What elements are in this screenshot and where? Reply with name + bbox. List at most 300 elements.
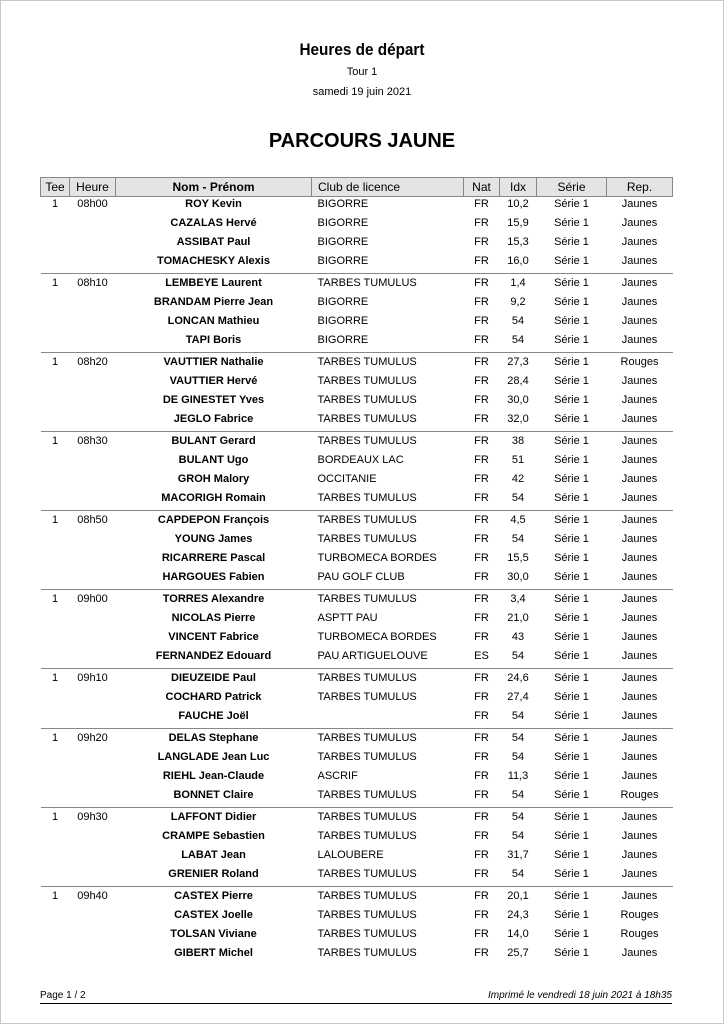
cell-serie: Série 1 bbox=[554, 868, 589, 880]
cell-tee: 1 bbox=[41, 511, 70, 533]
cell-rep: Jaunes bbox=[621, 631, 658, 643]
cell-serie: Série 1 bbox=[554, 217, 589, 229]
table-row bbox=[41, 314, 673, 333]
cell-nom: GIBERT Michel bbox=[174, 947, 253, 959]
cell-serie: Série 1 bbox=[537, 669, 607, 691]
cell-rep: Jaunes bbox=[621, 413, 658, 425]
cell-idx: 1,4 bbox=[500, 274, 537, 296]
cell-serie: Série 1 bbox=[537, 729, 607, 751]
cell-rep: Jaunes bbox=[621, 533, 658, 545]
table-row bbox=[41, 353, 673, 375]
round-label: Tour 1 bbox=[346, 66, 378, 78]
cell-rep: Jaunes bbox=[621, 454, 658, 466]
table-row bbox=[41, 669, 673, 691]
cell-nat: FR bbox=[464, 669, 500, 691]
cell-nat: FR bbox=[474, 236, 489, 248]
cell-nom: DIEUZEIDE Paul bbox=[116, 669, 312, 691]
cell-serie: Série 1 bbox=[537, 511, 607, 533]
cell-tee bbox=[41, 630, 70, 649]
col-nat: Nat bbox=[464, 178, 500, 197]
cell-heure bbox=[70, 254, 116, 274]
table-row bbox=[41, 235, 673, 254]
cell-nat: FR bbox=[474, 533, 489, 545]
cell-heure bbox=[70, 570, 116, 590]
cell-club: TARBES TUMULUS bbox=[317, 830, 417, 842]
cell-serie: Série 1 bbox=[537, 887, 607, 909]
cell-tee bbox=[41, 927, 70, 946]
cell-nat: FR bbox=[474, 947, 489, 959]
cell-nom: VAUTTIER Nathalie bbox=[116, 353, 312, 375]
cell-idx: 42 bbox=[511, 473, 525, 485]
cell-tee bbox=[41, 551, 70, 570]
cell-idx: 54 bbox=[511, 789, 525, 801]
cell-nat: FR bbox=[474, 217, 489, 229]
cell-nat: FR bbox=[474, 770, 489, 782]
cell-serie: Série 1 bbox=[554, 612, 589, 624]
cell-nat: FR bbox=[474, 691, 489, 703]
cell-idx: 54 bbox=[511, 650, 525, 662]
cell-serie: Série 1 bbox=[554, 394, 589, 406]
cell-nom: VAUTTIER Hervé bbox=[169, 375, 258, 387]
cell-nom: BULANT Gerard bbox=[116, 432, 312, 454]
cell-idx: 54 bbox=[511, 751, 525, 763]
cell-rep: Jaunes bbox=[607, 669, 673, 691]
table-body bbox=[41, 197, 673, 966]
cell-nom: DE GINESTET Yves bbox=[162, 394, 265, 406]
col-club: Club de licence bbox=[312, 178, 464, 197]
cell-tee bbox=[41, 611, 70, 630]
cell-nom: CRAMPE Sebastien bbox=[162, 830, 265, 842]
cell-heure bbox=[70, 867, 116, 887]
cell-idx: 24,3 bbox=[507, 909, 529, 921]
table-row bbox=[41, 197, 673, 217]
cell-club: TARBES TUMULUS bbox=[317, 789, 417, 801]
cell-nom: COCHARD Patrick bbox=[165, 691, 262, 703]
cell-club: TARBES TUMULUS bbox=[317, 868, 417, 880]
cell-idx: 51 bbox=[511, 454, 525, 466]
cell-rep: Jaunes bbox=[607, 887, 673, 909]
cell-nat: FR bbox=[474, 255, 489, 267]
table-row bbox=[41, 829, 673, 848]
table-row bbox=[41, 590, 673, 612]
cell-idx: 32,0 bbox=[507, 413, 529, 425]
table-row bbox=[41, 570, 673, 590]
cell-idx: 27,3 bbox=[500, 353, 537, 375]
cell-idx: 4,5 bbox=[500, 511, 537, 533]
cell-nom: GRENIER Roland bbox=[168, 868, 259, 880]
cell-nat: FR bbox=[474, 710, 489, 722]
col-serie: Série bbox=[537, 178, 607, 197]
cell-rep: Jaunes bbox=[621, 492, 658, 504]
table-row bbox=[41, 453, 673, 472]
cell-idx: 30,0 bbox=[507, 394, 529, 406]
cell-serie: Série 1 bbox=[554, 533, 589, 545]
cell-tee bbox=[41, 393, 70, 412]
cell-nat: FR bbox=[474, 375, 489, 387]
cell-idx: 54 bbox=[511, 492, 525, 504]
cell-nom: CASTEX Joelle bbox=[174, 909, 253, 921]
cell-nat: FR bbox=[474, 789, 489, 801]
cell-club: TARBES TUMULUS bbox=[317, 533, 417, 545]
cell-tee bbox=[41, 472, 70, 491]
cell-club: TARBES TUMULUS bbox=[312, 729, 464, 751]
cell-idx: 27,4 bbox=[507, 691, 529, 703]
cell-heure: 09h00 bbox=[70, 590, 116, 612]
cell-heure bbox=[70, 750, 116, 769]
cell-nom: ASSIBAT Paul bbox=[176, 236, 251, 248]
cell-nom: NICOLAS Pierre bbox=[171, 612, 256, 624]
cell-serie: Série 1 bbox=[554, 255, 589, 267]
cell-nom: TOLSAN Viviane bbox=[170, 928, 257, 940]
cell-tee bbox=[41, 374, 70, 393]
cell-idx: 9,2 bbox=[510, 296, 526, 308]
cell-club: LALOUBERE bbox=[317, 849, 384, 861]
cell-club: TARBES TUMULUS bbox=[312, 511, 464, 533]
cell-tee: 1 bbox=[41, 729, 70, 751]
cell-club: TARBES TUMULUS bbox=[312, 274, 464, 296]
cell-club: PAU GOLF CLUB bbox=[317, 571, 405, 583]
table-row bbox=[41, 649, 673, 669]
cell-idx: 11,3 bbox=[507, 770, 529, 782]
cell-rep: Rouges bbox=[620, 909, 659, 921]
cell-tee bbox=[41, 769, 70, 788]
cell-serie: Série 1 bbox=[554, 928, 589, 940]
cell-nat: ES bbox=[474, 650, 489, 662]
cell-nat: FR bbox=[474, 454, 489, 466]
col-idx: Idx bbox=[500, 178, 537, 197]
cell-rep: Jaunes bbox=[621, 236, 658, 248]
cell-club: BIGORRE bbox=[317, 236, 369, 248]
table-row bbox=[41, 254, 673, 274]
cell-serie: Série 1 bbox=[537, 274, 607, 296]
cell-rep: Jaunes bbox=[621, 612, 658, 624]
cell-rep: Jaunes bbox=[621, 315, 658, 327]
cell-club: TARBES TUMULUS bbox=[317, 909, 417, 921]
cell-club: TARBES TUMULUS bbox=[317, 751, 417, 763]
cell-heure bbox=[70, 630, 116, 649]
cell-nat: FR bbox=[464, 432, 500, 454]
cell-tee bbox=[41, 314, 70, 333]
cell-club: BORDEAUX LAC bbox=[317, 454, 404, 466]
cell-nom: FERNANDEZ Edouard bbox=[155, 650, 272, 662]
table-row bbox=[41, 432, 673, 454]
cell-heure bbox=[70, 709, 116, 729]
cell-rep: Jaunes bbox=[621, 255, 658, 267]
cell-serie: Série 1 bbox=[554, 849, 589, 861]
cell-idx: 54 bbox=[511, 334, 525, 346]
cell-club: BIGORRE bbox=[317, 296, 369, 308]
table-row bbox=[41, 887, 673, 909]
cell-nat: FR bbox=[474, 751, 489, 763]
table-row bbox=[41, 927, 673, 946]
cell-idx: 15,3 bbox=[507, 236, 529, 248]
cell-heure bbox=[70, 333, 116, 353]
cell-idx: 21,0 bbox=[507, 612, 529, 624]
table-row bbox=[41, 808, 673, 830]
cell-nat: FR bbox=[464, 590, 500, 612]
cell-rep: Jaunes bbox=[621, 473, 658, 485]
cell-rep: Jaunes bbox=[621, 571, 658, 583]
cell-nat: FR bbox=[474, 631, 489, 643]
cell-nat: FR bbox=[474, 830, 489, 842]
cell-heure bbox=[70, 649, 116, 669]
cell-nom: TORRES Alexandre bbox=[116, 590, 312, 612]
cell-nom: LAFFONT Didier bbox=[116, 808, 312, 830]
cell-heure bbox=[70, 848, 116, 867]
cell-idx: 10,2 bbox=[507, 198, 529, 210]
cell-heure bbox=[70, 216, 116, 235]
table-row bbox=[41, 274, 673, 296]
cell-club: ASPTT PAU bbox=[317, 612, 378, 624]
cell-rep: Jaunes bbox=[621, 296, 658, 308]
cell-nom: FAUCHE Joël bbox=[178, 710, 249, 722]
cell-nom: BULANT Ugo bbox=[178, 454, 249, 466]
cell-club: BIGORRE bbox=[317, 198, 369, 210]
cell-heure bbox=[70, 491, 116, 511]
cell-rep: Jaunes bbox=[607, 808, 673, 830]
cell-club: BIGORRE bbox=[317, 255, 369, 267]
cell-heure: 08h30 bbox=[70, 432, 116, 454]
cell-club: TARBES TUMULUS bbox=[317, 947, 417, 959]
cell-club: BIGORRE bbox=[317, 315, 369, 327]
cell-rep: Jaunes bbox=[621, 868, 658, 880]
col-tee: Tee bbox=[41, 178, 70, 197]
col-heure: Heure bbox=[70, 178, 116, 197]
cell-nom: MACORIGH Romain bbox=[161, 492, 266, 504]
cell-heure bbox=[70, 946, 116, 965]
cell-idx: 31,7 bbox=[507, 849, 529, 861]
cell-club: ASCRIF bbox=[317, 770, 358, 782]
cell-idx: 54 bbox=[511, 868, 525, 880]
cell-idx: 54 bbox=[511, 533, 525, 545]
cell-tee: 1 bbox=[41, 590, 70, 612]
cell-nom: CAZALAS Hervé bbox=[170, 217, 257, 229]
cell-club: TARBES TUMULUS bbox=[312, 353, 464, 375]
cell-nat: FR bbox=[474, 868, 489, 880]
cell-heure bbox=[70, 927, 116, 946]
cell-heure bbox=[70, 611, 116, 630]
cell-nom: YOUNG James bbox=[174, 533, 253, 545]
cell-nom: TAPI Boris bbox=[185, 334, 242, 346]
cell-nat: FR bbox=[464, 729, 500, 751]
cell-heure bbox=[70, 908, 116, 927]
cell-nom: CASTEX Pierre bbox=[116, 887, 312, 909]
cell-club: TARBES TUMULUS bbox=[317, 375, 417, 387]
cell-club: TARBES TUMULUS bbox=[317, 928, 417, 940]
cell-nat: FR bbox=[474, 394, 489, 406]
cell-idx: 25,7 bbox=[507, 947, 529, 959]
cell-nom: GROH Malory bbox=[177, 473, 250, 485]
page-number: Page 1 / 2 bbox=[40, 990, 86, 1001]
cell-club bbox=[312, 709, 464, 729]
cell-idx: 30,0 bbox=[507, 571, 529, 583]
cell-heure: 09h30 bbox=[70, 808, 116, 830]
cell-nat: FR bbox=[474, 198, 489, 210]
cell-nom: RICARRERE Pascal bbox=[161, 552, 266, 564]
cell-tee bbox=[41, 788, 70, 808]
table-row bbox=[41, 374, 673, 393]
cell-idx: 54 bbox=[511, 710, 525, 722]
cell-rep: Jaunes bbox=[607, 590, 673, 612]
cell-nat: FR bbox=[474, 413, 489, 425]
cell-serie: Série 1 bbox=[554, 571, 589, 583]
cell-tee bbox=[41, 690, 70, 709]
cell-rep: Jaunes bbox=[621, 552, 658, 564]
cell-heure bbox=[70, 472, 116, 491]
table-row bbox=[41, 532, 673, 551]
cell-serie: Série 1 bbox=[554, 315, 589, 327]
cell-tee: 1 bbox=[41, 808, 70, 830]
cell-serie: Série 1 bbox=[554, 473, 589, 485]
cell-heure: 08h10 bbox=[70, 274, 116, 296]
cell-rep: Jaunes bbox=[607, 729, 673, 751]
cell-heure bbox=[70, 235, 116, 254]
cell-nat: FR bbox=[464, 274, 500, 296]
cell-serie: Série 1 bbox=[554, 552, 589, 564]
cell-tee bbox=[41, 946, 70, 965]
cell-serie: Série 1 bbox=[554, 710, 589, 722]
table-row bbox=[41, 769, 673, 788]
cell-heure bbox=[70, 453, 116, 472]
table-header bbox=[41, 178, 673, 197]
cell-idx: 16,0 bbox=[507, 255, 529, 267]
cell-idx: 3,4 bbox=[500, 590, 537, 612]
cell-serie: Série 1 bbox=[554, 789, 589, 801]
cell-tee bbox=[41, 235, 70, 254]
cell-tee bbox=[41, 491, 70, 511]
cell-nom: BONNET Claire bbox=[173, 789, 254, 801]
cell-serie: Série 1 bbox=[554, 454, 589, 466]
cell-idx: 54 bbox=[500, 808, 537, 830]
cell-rep: Jaunes bbox=[621, 751, 658, 763]
cell-nom: LANGLADE Jean Luc bbox=[157, 751, 270, 763]
cell-nat: FR bbox=[474, 849, 489, 861]
cell-heure: 09h10 bbox=[70, 669, 116, 691]
cell-tee bbox=[41, 295, 70, 314]
cell-club: TARBES TUMULUS bbox=[317, 691, 417, 703]
cell-tee bbox=[41, 848, 70, 867]
cell-nat: FR bbox=[474, 296, 489, 308]
col-nom: Nom - Prénom bbox=[116, 178, 312, 197]
cell-nat: FR bbox=[474, 928, 489, 940]
cell-serie: Série 1 bbox=[554, 375, 589, 387]
cell-heure bbox=[70, 314, 116, 333]
cell-club: TARBES TUMULUS bbox=[312, 590, 464, 612]
cell-idx: 54 bbox=[511, 315, 525, 327]
cell-idx: 15,5 bbox=[507, 552, 529, 564]
cell-club: TURBOMECA BORDES bbox=[317, 631, 437, 643]
cell-rep: Jaunes bbox=[621, 947, 658, 959]
col-rep: Rep. bbox=[607, 178, 673, 197]
table-row bbox=[41, 412, 673, 432]
tee-times-table bbox=[40, 177, 673, 965]
cell-serie: Série 1 bbox=[554, 236, 589, 248]
cell-tee bbox=[41, 254, 70, 274]
cell-serie: Série 1 bbox=[554, 770, 589, 782]
table-row bbox=[41, 709, 673, 729]
cell-tee bbox=[41, 412, 70, 432]
table-row bbox=[41, 393, 673, 412]
table-row bbox=[41, 611, 673, 630]
cell-nom: TOMACHESKY Alexis bbox=[157, 255, 270, 267]
footer-divider bbox=[40, 1003, 672, 1004]
cell-tee bbox=[41, 867, 70, 887]
cell-serie: Série 1 bbox=[537, 808, 607, 830]
date-label: samedi 19 juin 2021 bbox=[312, 86, 412, 98]
cell-idx: 28,4 bbox=[507, 375, 529, 387]
cell-rep: Rouges bbox=[620, 928, 659, 940]
cell-nom: VINCENT Fabrice bbox=[168, 631, 259, 643]
table-row bbox=[41, 729, 673, 751]
cell-serie: Série 1 bbox=[554, 631, 589, 643]
cell-tee bbox=[41, 532, 70, 551]
cell-club: TARBES TUMULUS bbox=[312, 432, 464, 454]
cell-tee: 1 bbox=[41, 353, 70, 375]
cell-nom: CAPDEPON François bbox=[116, 511, 312, 533]
cell-tee: 1 bbox=[41, 274, 70, 296]
cell-club: TARBES TUMULUS bbox=[312, 808, 464, 830]
cell-tee bbox=[41, 570, 70, 590]
cell-rep: Jaunes bbox=[621, 650, 658, 662]
cell-serie: Série 1 bbox=[554, 198, 589, 210]
cell-serie: Série 1 bbox=[554, 830, 589, 842]
cell-heure bbox=[70, 393, 116, 412]
table-row bbox=[41, 946, 673, 965]
print-date: Imprimé le vendredi 18 juin 2021 à 18h35 bbox=[487, 990, 672, 1001]
cell-rep: Rouges bbox=[620, 789, 659, 801]
cell-serie: Série 1 bbox=[554, 947, 589, 959]
cell-nat: FR bbox=[474, 909, 489, 921]
table-row bbox=[41, 295, 673, 314]
cell-rep: Jaunes bbox=[607, 274, 673, 296]
cell-nat: FR bbox=[474, 315, 489, 327]
table-row bbox=[41, 788, 673, 808]
table-row bbox=[41, 630, 673, 649]
cell-nat: FR bbox=[474, 334, 489, 346]
cell-nat: FR bbox=[464, 511, 500, 533]
cell-nat: FR bbox=[474, 473, 489, 485]
cell-tee bbox=[41, 333, 70, 353]
cell-idx: 38 bbox=[500, 432, 537, 454]
cell-heure bbox=[70, 769, 116, 788]
cell-nat: FR bbox=[474, 612, 489, 624]
cell-heure bbox=[70, 690, 116, 709]
cell-rep: Jaunes bbox=[621, 830, 658, 842]
cell-serie: Série 1 bbox=[537, 353, 607, 375]
cell-rep: Jaunes bbox=[621, 849, 658, 861]
cell-rep: Jaunes bbox=[621, 710, 658, 722]
cell-rep: Jaunes bbox=[621, 198, 658, 210]
cell-idx: 14,0 bbox=[507, 928, 529, 940]
cell-club: TARBES TUMULUS bbox=[317, 492, 417, 504]
cell-nom: RIEHL Jean-Claude bbox=[162, 770, 265, 782]
cell-heure bbox=[70, 551, 116, 570]
cell-heure: 08h00 bbox=[77, 198, 108, 210]
table-row bbox=[41, 908, 673, 927]
cell-heure bbox=[70, 374, 116, 393]
cell-heure: 09h40 bbox=[70, 887, 116, 909]
cell-heure bbox=[70, 295, 116, 314]
cell-serie: Série 1 bbox=[554, 751, 589, 763]
cell-club: TURBOMECA BORDES bbox=[317, 552, 437, 564]
cell-club: BIGORRE bbox=[317, 217, 369, 229]
cell-heure: 09h20 bbox=[70, 729, 116, 751]
cell-serie: Série 1 bbox=[554, 691, 589, 703]
cell-tee bbox=[41, 829, 70, 848]
cell-club: TARBES TUMULUS bbox=[317, 394, 417, 406]
cell-tee bbox=[41, 750, 70, 769]
cell-tee: 1 bbox=[41, 432, 70, 454]
